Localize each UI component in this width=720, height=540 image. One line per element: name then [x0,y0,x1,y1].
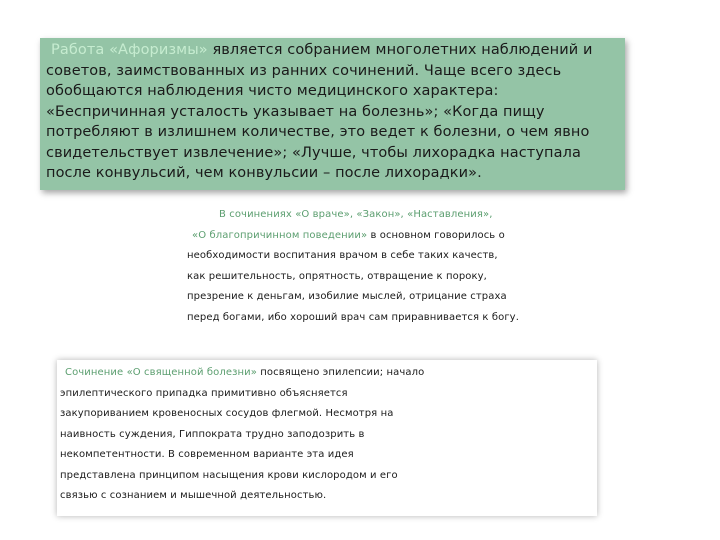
sacred-disease-line: закупориванием кровеносных сосудов флегмой. Несмотря на [60,408,394,419]
sacred-disease-line: наивность суждения, Гиппократа трудно заподозрить в [60,428,365,440]
doctor-writings-line: перед богами, ибо хороший врач сам приравнивается к богу. [187,311,519,323]
aphorisms-line-1-text: является собранием многолетних наблюдений и [207,42,593,58]
sacred-disease-line-1 [60,363,597,384]
doctor-writings-paragraph [187,205,679,340]
aphorisms-line: советов, заимствованных из ранних сочинений. Чаще всего здесь [46,62,562,79]
sacred-disease-line-1-text: посвящено эпилепсии; начало [257,367,425,378]
aphorisms-line: «Беспричинная усталость указывает на болезнь»; «Когда пищу [46,103,545,120]
aphorisms-line-1 [46,40,625,61]
aphorisms-line: потребляют в излишнем количестве, это ведет к болезни, о чем явно [46,124,590,140]
aphorisms-paragraph [40,38,625,190]
sacred-disease-line: связью с сознанием и мышечной деятельностью. [60,490,327,501]
aphorisms-line: свидетельствует извлечение»; «Лучше, чтобы лихорадка наступала [46,144,581,161]
doctor-writings-line-2-text: в основном говорилось о [367,229,505,241]
sacred-disease-line: некомпетентности. В современном варианте эта идея [60,449,354,460]
aphorisms-title: Работа «Афоризмы» [51,42,208,58]
doctor-writings-line: необходимости воспитания врачом в себе таких качеств, [187,250,498,261]
doctor-writings-line: как решительность, опрятность, отвращение к пороку, [187,270,487,282]
doctor-writings-line-1: В сочинениях «О враче», «Закон», «Наставления», [219,209,493,220]
doctor-writings-line-2 [187,226,679,247]
aphorisms-line: обобщаются наблюдения чисто медицинского характера: [46,83,499,99]
sacred-disease-paragraph [57,360,597,516]
good-conduct-title: «О благопричинном поведении» [192,229,368,241]
sacred-disease-line: представлена принципом насыщения крови кислородом и его [60,469,398,481]
doctor-writings-line: презрение к деньгам, изобилие мыслей, отрицание страха [187,291,507,302]
sacred-disease-line: эпилептического припадка примитивно объясняется [60,387,348,399]
aphorisms-line: после конвульсий, чем конвульсии – после лихорадки». [46,165,482,181]
sacred-disease-title: Сочинение «О священной болезни» [65,367,257,378]
